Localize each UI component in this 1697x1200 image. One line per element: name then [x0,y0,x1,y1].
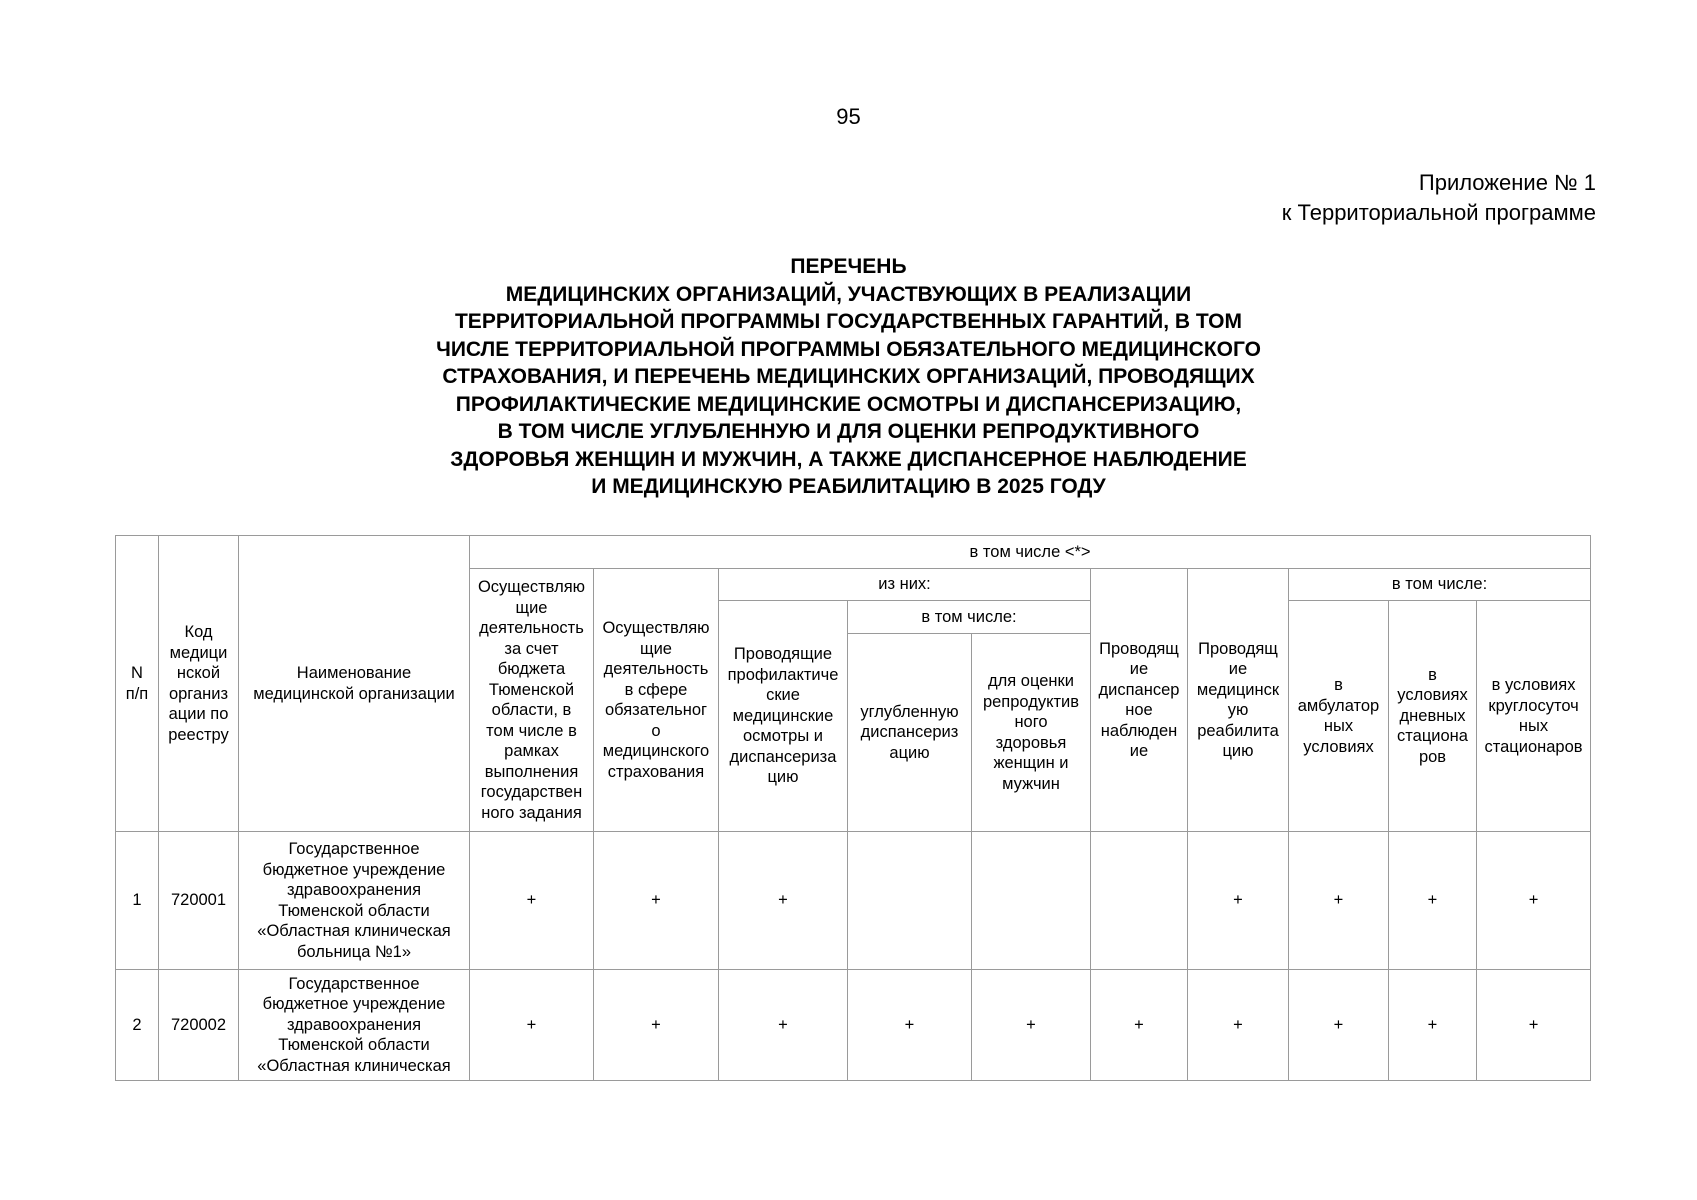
row-mark [1091,832,1188,970]
row-mark: + [1477,832,1591,970]
row-mark [848,832,972,970]
row-num: 2 [116,970,159,1081]
title-line: В ТОМ ЧИСЛЕ УГЛУБЛЕННУЮ И ДЛЯ ОЦЕНКИ РЕПРОДУКТИВНОГО [497,420,1200,443]
row-mark: + [470,832,594,970]
header-reproductive: для оценки репродуктив ного здоровья женщин и мужчин [972,634,1091,832]
row-mark [972,832,1091,970]
header-oms: Осуществляю щие деятельность в сфере обязательног о медицинского страхования [594,569,719,832]
header-day-hospital: в условиях дневных стациона ров [1389,601,1477,832]
header-dispensary-observation: Проводящ ие диспансер ное наблюден ие [1091,569,1188,832]
title-line: МЕДИЦИНСКИХ ОРГАНИЗАЦИЙ, УЧАСТВУЮЩИХ В РЕАЛИЗАЦИИ [505,282,1192,306]
row-mark: + [470,970,594,1081]
title-line: ЧИСЛЕ ТЕРРИТОРИАЛЬНОЙ ПРОГРАММЫ ОБЯЗАТЕЛЬНОГО МЕДИЦИНСКОГО [436,337,1261,361]
title-line: ЗДОРОВЬЯ ЖЕНЩИН И МУЖЧИН, А ТАКЖЕ ДИСПАНСЕРНОЕ НАБЛЮДЕНИЕ [450,447,1247,471]
title-line: ПРОФИЛАКТИЧЕСКИЕ МЕДИЦИНСКИЕ ОСМОТРЫ И ДИСПАНСЕРИЗАЦИЮ, [455,392,1242,416]
row-mark: + [848,970,972,1081]
row-mark: + [594,832,719,970]
document-title [0,253,1697,501]
title-line: СТРАХОВАНИЯ, И ПЕРЕЧЕНЬ МЕДИЦИНСКИХ ОРГАНИЗАЦИЙ, ПРОВОДЯЩИХ [442,365,1255,388]
row-mark: + [594,970,719,1081]
title-line: ТЕРРИТОРИАЛЬНОЙ ПРОГРАММЫ ГОСУДАРСТВЕННЫХ ГАРАНТИЙ, В ТОМ [454,310,1243,333]
row-mark: + [1289,970,1389,1081]
header-num: N п/п [116,536,159,832]
header-round-clock: в условиях круглосуточ ных стационаров [1477,601,1591,832]
row-mark: + [1389,970,1477,1081]
header-deep: углубленную диспансериз ацию [848,634,972,832]
header-budget: Осуществляю щие деятельность за счет бюджета Тюменской области, в том числе в рамках выполнения государствен ного задания [470,569,594,832]
appendix-line: Приложение № 1 [1418,170,1596,195]
table-row [116,970,1591,1081]
row-mark: + [1188,832,1289,970]
header-preventive: Проводящие профилактиче ские медицинские осмотры и диспансериза цию [719,601,848,832]
row-mark: + [972,970,1091,1081]
header-code: Код медици нской организ ации по реестру [159,536,239,832]
page-number: 95 [836,104,861,129]
row-mark: + [1289,832,1389,970]
row-mark: + [1389,832,1477,970]
table-row [116,832,1591,970]
row-mark: + [1188,970,1289,1081]
row-org-name: Государственное бюджетное учреждение здравоохранения Тюменской области «Областная клиническая [239,970,470,1081]
appendix-reference [1282,168,1596,228]
header-name: Наименование медицинской организации [239,536,470,832]
header-outpatient: в амбулатор ных условиях [1289,601,1389,832]
row-mark: + [719,970,848,1081]
header-including-rehab: в том числе: [1289,569,1591,601]
row-code: 720001 [159,832,239,970]
row-mark: + [1091,970,1188,1081]
header-including: в том числе <*> [470,536,1591,569]
row-code: 720002 [159,970,239,1081]
header-including-2: в том числе: [848,601,1091,634]
appendix-line: к Территориальной программе [1281,200,1596,225]
row-mark: + [1477,970,1591,1081]
row-mark: + [719,832,848,970]
title-line: ПЕРЕЧЕНЬ [790,255,907,278]
row-org-name: Государственное бюджетное учреждение здравоохранения Тюменской области «Областная клиническая больница №1» [239,832,470,970]
organizations-table [115,535,1591,1081]
row-num: 1 [116,832,159,970]
title-line: И МЕДИЦИНСКУЮ РЕАБИЛИТАЦИЮ В 2025 ГОДУ [591,475,1106,498]
header-of-them: из них: [719,569,1091,601]
header-rehabilitation: Проводящ ие медицинск ую реабилита цию [1188,569,1289,832]
